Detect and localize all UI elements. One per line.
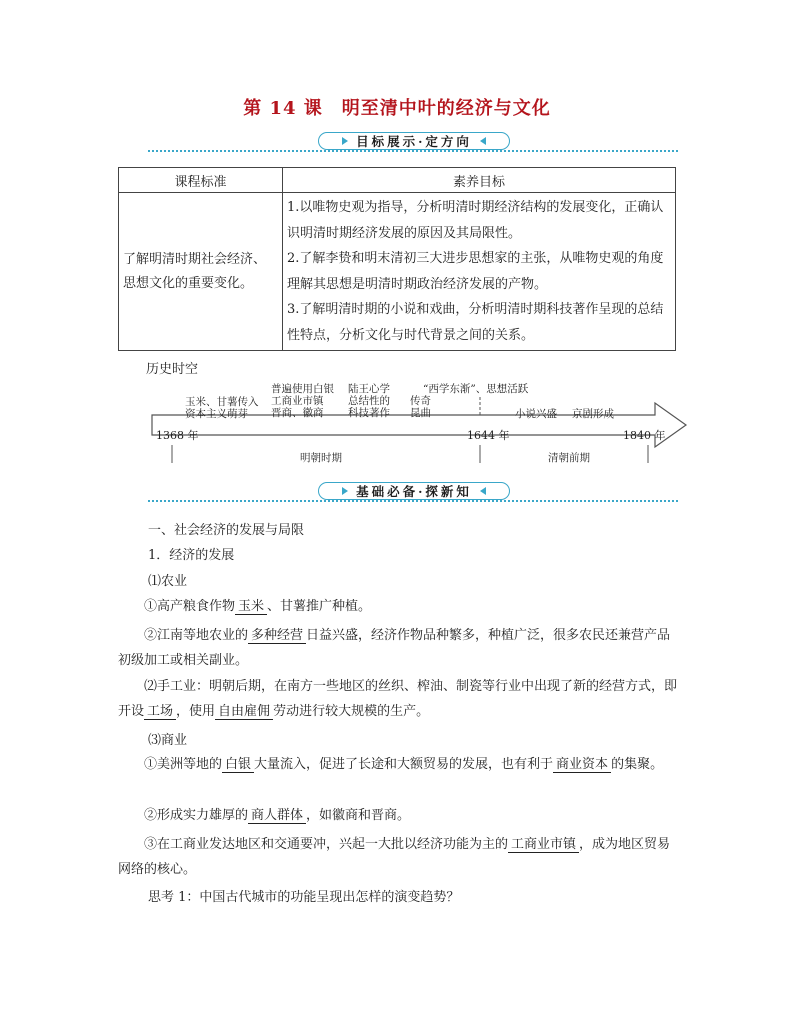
triangle-left-icon [480, 137, 486, 145]
text-run: 大量流入，促进了长途和大额贸易的发展，也有利于 [254, 757, 554, 772]
think-question: 思考 1：中国古代城市的功能呈现出怎样的演变趋势？ [148, 890, 460, 905]
event-towns: 工商业市镇 [271, 395, 324, 407]
banner-title: 目标展示·定方向 [356, 134, 472, 149]
answer-blank: 玉米 [235, 599, 267, 615]
paragraph-jiangnan [118, 623, 678, 673]
event-chuanqi: 传奇 [410, 395, 431, 407]
paragraph-silver [118, 752, 678, 777]
history-timeline [0, 375, 794, 470]
subheading-commerce: ⑶商业 [148, 733, 188, 748]
text-run: ，成为地区贸易网络的核心。 [118, 837, 671, 877]
event-western-learning: “西学东渐”、思想活跃 [423, 383, 529, 395]
banner-box [318, 132, 510, 150]
text-run: 劳动进行较大规模的生产。 [273, 704, 430, 719]
heading-1: 一、社会经济的发展与局限 [148, 523, 305, 538]
lesson-title: 第 14 课 明至清中叶的经济与文化 [243, 98, 551, 119]
paragraph-towns [118, 832, 678, 882]
header-course-standard: 课程标准 [119, 168, 283, 193]
paragraph-maize [118, 594, 678, 619]
period-qing: 清朝前期 [548, 452, 590, 464]
event-silver: 普遍使用白银 [271, 383, 334, 395]
triangle-right-icon [342, 487, 348, 495]
period-ming: 明朝时期 [300, 452, 342, 464]
answer-blank: 白银 [222, 757, 254, 773]
answer-blank: 商业资本 [553, 757, 611, 773]
event-peking-opera: 京剧形成 [572, 408, 614, 420]
paragraph-handicraft [118, 674, 678, 724]
table-header-row [119, 168, 676, 193]
literacy-goals-cell [283, 193, 676, 351]
triangle-right-icon [342, 137, 348, 145]
text-run: 的集聚。 [611, 757, 664, 772]
goal-item: 3.了解明清时期的小说和戏曲，分析明清时期科技著作呈现的总结性特点，分析文化与时代背景之间的关系。 [287, 302, 664, 343]
event-luwang: 陆王心学 [348, 383, 390, 395]
answer-blank: 工商业市镇 [508, 837, 579, 853]
banner-box [318, 482, 510, 500]
answer-blank: 工场 [144, 704, 176, 720]
paragraph-merchants [118, 803, 678, 828]
text-run: ①美洲等地的 [144, 757, 223, 772]
event-maize: 玉米、甘薯传入 [185, 396, 259, 408]
text-run: ，如徽商和晋商。 [306, 808, 411, 823]
timeline-graphic [0, 375, 794, 470]
answer-blank: 多种经营 [248, 628, 306, 644]
timeline-label: 历史时空 [146, 362, 199, 377]
year-1368: 1368 年 [156, 429, 199, 442]
header-literacy-goals: 素养目标 [283, 168, 676, 193]
subheading-agriculture: ⑴农业 [148, 574, 188, 589]
event-merchants: 晋商、徽商 [271, 407, 324, 419]
text-run: ，使用 [176, 704, 216, 719]
answer-blank: 商人群体 [248, 808, 306, 824]
event-science: 科技著作 [348, 407, 390, 419]
event-kunqu: 昆曲 [410, 407, 431, 419]
section-banner-basics [148, 482, 678, 504]
event-capitalism: 资本主义萌芽 [185, 408, 248, 420]
year-1840: 1840 年 [623, 429, 666, 442]
text-run: ②形成实力雄厚的 [144, 808, 249, 823]
text-run: ⑵手工业：明朝后期，在南方一些地区的丝织、榨油、制瓷等行业中出现了新的经营方式，即开设 [118, 679, 678, 719]
goal-item: 1.以唯物史观为指导，分析明清时期经济结构的发展变化，正确认识明清时期经济发展的原因及其局限性。 [287, 200, 664, 241]
year-1644: 1644 年 [467, 429, 510, 442]
text-run: ②江南等地农业的 [144, 628, 249, 643]
event-summary: 总结性的 [348, 395, 390, 407]
text-run: ③在工商业发达地区和交通要冲，兴起一大批以经济功能为主的 [144, 837, 509, 852]
triangle-left-icon [480, 487, 486, 495]
course-standard-cell: 了解明清时期社会经济、思想文化的重要变化。 [119, 193, 283, 351]
dotted-divider [148, 500, 678, 502]
section-banner-goals [148, 132, 678, 154]
dotted-divider [148, 150, 678, 152]
answer-blank: 自由雇佣 [215, 704, 273, 720]
text-run: ①高产粮食作物 [144, 599, 236, 614]
heading-2: 1．经济的发展 [148, 548, 235, 563]
goal-item: 2.了解李贽和明末清初三大进步思想家的主张，从唯物史观的角度理解其思想是明清时期政治经济发展的产物。 [287, 251, 664, 292]
standards-table [118, 167, 676, 351]
table-row [119, 193, 676, 351]
text-run: 、甘薯推广种植。 [267, 599, 372, 614]
banner-title: 基础必备·探新知 [356, 484, 472, 499]
text-run: 日益兴盛，经济作物品种繁多，种植广泛，很多农民还兼营产品初级加工或相关副业。 [118, 628, 671, 668]
event-novels: 小说兴盛 [515, 408, 557, 420]
